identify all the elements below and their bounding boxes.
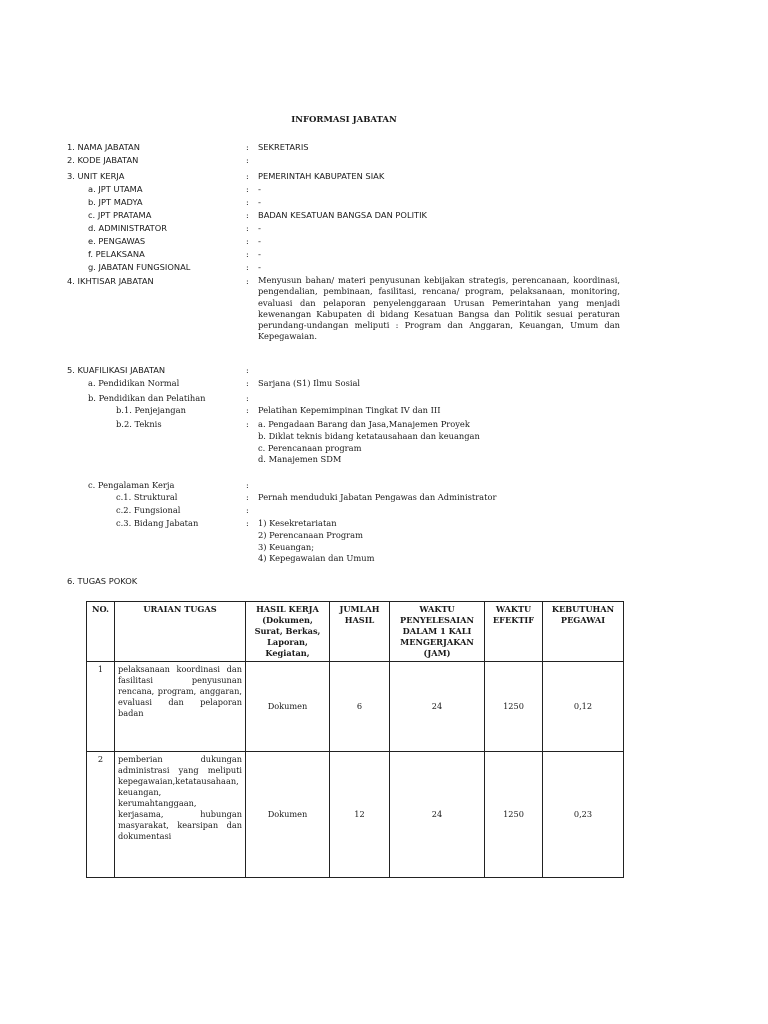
jumlah-hasil: 6: [330, 662, 390, 752]
field-pelaksana: [0, 249, 768, 262]
field-label: g. JABATAN FUNGSIONAL: [88, 262, 191, 272]
hasil-kerja: Dokumen: [246, 752, 330, 878]
table-row: [87, 662, 624, 752]
colon: :: [246, 197, 249, 207]
field-jpt-pratama: [0, 210, 768, 223]
field-penjenjangan: [0, 405, 768, 418]
field-label: b. JPT MADYA: [88, 197, 143, 207]
colon: :: [246, 249, 249, 259]
field-pendidikan-normal: [0, 378, 768, 391]
field-label: 2. KODE JABATAN: [67, 155, 139, 165]
list-item: a. Pengadaan Barang dan Jasa,Manajemen Proyek: [258, 419, 470, 429]
jumlah-hasil: 12: [330, 752, 390, 878]
colon: :: [246, 492, 249, 502]
field-unit-kerja: [0, 171, 768, 184]
colon: :: [246, 210, 249, 220]
field-label: c.1. Struktural: [116, 492, 178, 502]
row-number: 2: [87, 752, 115, 878]
section-label: 5. KUAFILIKASI JABATAN: [67, 365, 166, 375]
colon: :: [246, 518, 249, 528]
list-item: 2) Perencanaan Program: [258, 529, 363, 540]
field-fungsional: [0, 505, 768, 518]
field-jpt-madya: [0, 197, 768, 210]
waktu-efektif: 1250: [485, 662, 543, 752]
column-header: URAIAN TUGAS: [115, 602, 246, 662]
colon: :: [246, 505, 249, 515]
field-struktural: [0, 492, 768, 505]
list-item: 3) Keuangan;: [258, 541, 315, 552]
list-item: d. Manajemen SDM: [258, 454, 342, 465]
colon: :: [246, 171, 249, 181]
field-label: c. Pengalaman Kerja: [88, 480, 175, 490]
field-label: c.2. Fungsional: [116, 505, 181, 515]
tugas-pokok-heading: [0, 576, 768, 589]
tugas-pokok-table: [86, 601, 624, 878]
colon: :: [246, 365, 249, 375]
uraian-tugas: pemberian dukungan administrasi yang meliputi kepegawaian,ketatausahaan, keuangan, kerumahtanggaan, kerjasama, hubungan masyarakat, kearsipan dan dokumentasi: [115, 752, 246, 878]
colon: :: [246, 142, 249, 152]
page-title: INFORMASI JABATAN: [291, 115, 397, 125]
field-value: BADAN KESATUAN BANGSA DAN POLITIK: [258, 210, 427, 220]
bidang-list: [258, 518, 374, 565]
field-kode-jabatan: [0, 155, 768, 168]
column-header: WAKTU EFEKTIF: [485, 602, 543, 662]
field-label: c.3. Bidang Jabatan: [116, 518, 199, 528]
table-header-row: [87, 602, 624, 662]
field-label: 3. UNIT KERJA: [67, 171, 125, 181]
field-administrator: [0, 223, 768, 236]
colon: :: [246, 262, 249, 272]
colon: :: [246, 155, 249, 165]
field-nama-jabatan: [0, 142, 768, 155]
column-header: KEBUTUHAN PEGAWAI: [543, 602, 624, 662]
teknis-list: [258, 419, 480, 466]
field-value: -: [258, 197, 261, 207]
colon: :: [246, 419, 249, 429]
field-label: c. JPT PRATAMA: [88, 210, 152, 220]
list-item: b. Diklat teknis bidang ketatausahaan dan keuangan: [258, 430, 480, 441]
field-label: e. PENGAWAS: [88, 236, 146, 246]
field-label: d. ADMINISTRATOR: [88, 223, 168, 233]
field-label: b.1. Penjejangan: [116, 405, 186, 415]
column-header: NO.: [87, 602, 115, 662]
field-jpt-utama: [0, 184, 768, 197]
field-value: Sarjana (S1) Ilmu Sosial: [258, 378, 361, 388]
kebutuhan-pegawai: 0,12: [543, 662, 624, 752]
field-label: a. Pendidikan Normal: [88, 378, 180, 388]
table-row: [87, 752, 624, 878]
colon: :: [246, 393, 249, 403]
waktu-penyelesaian: 24: [390, 752, 485, 878]
field-bidang: [0, 518, 768, 531]
list-item: 1) Kesekretariatan: [258, 518, 337, 528]
field-label: a. JPT UTAMA: [88, 184, 143, 194]
column-header: HASIL KERJA (Dokumen, Surat, Berkas, Laporan, Kegiatan,: [246, 602, 330, 662]
colon: :: [246, 276, 249, 286]
column-header: JUMLAH HASIL: [330, 602, 390, 662]
section-label: 6. TUGAS POKOK: [67, 576, 138, 586]
field-value: SEKRETARIS: [258, 142, 309, 152]
field-value: -: [258, 184, 261, 194]
kualifikasi-heading: [0, 365, 768, 378]
field-label: b. Pendidikan dan Pelatihan: [88, 393, 206, 403]
colon: :: [246, 378, 249, 388]
field-pengawas: [0, 236, 768, 249]
field-value: -: [258, 262, 261, 272]
waktu-efektif: 1250: [485, 752, 543, 878]
colon: :: [246, 184, 249, 194]
field-label: 1. NAMA JABATAN: [67, 142, 140, 152]
field-value: -: [258, 236, 261, 246]
field-label: f. PELAKSANA: [88, 249, 145, 259]
field-value: Pernah menduduki Jabatan Pengawas dan Administrator: [258, 492, 497, 502]
colon: :: [246, 223, 249, 233]
uraian-tugas: pelaksanaan koordinasi dan fasilitasi penyusunan rencana, program, anggaran, evaluasi dan pelaporan badan: [115, 662, 246, 752]
row-number: 1: [87, 662, 115, 752]
field-label: b.2. Teknis: [116, 419, 162, 429]
field-value: PEMERINTAH KABUPATEN SIAK: [258, 171, 385, 181]
ikhtisar-text: Menyusun bahan/ materi penyusunan kebijakan strategis, perencanaan, koordinasi, pengendalian, pembinaan, fasilitasi, rencana/ program, pelaksanaan, monitoring, evaluasi dan pelaporan penyelenggaraan Urusan Pemerintahan yang menjadi kewenangan Kabupaten di bidang Kesatuan Bangsa dan Politik sesuai peraturan perundang-undangan meliputi : Program dan Anggaran, Keuangan, Umum dan Kepegawaian.: [258, 275, 620, 342]
colon: :: [246, 405, 249, 415]
column-header: WAKTU PENYELESAIAN DALAM 1 KALI MENGERJAKAN (JAM): [390, 602, 485, 662]
list-item: 4) Kepegawaian dan Umum: [258, 553, 375, 564]
list-item: c. Perencanaan program: [258, 442, 362, 453]
colon: :: [246, 480, 249, 490]
kebutuhan-pegawai: 0,23: [543, 752, 624, 878]
field-value: -: [258, 249, 261, 259]
field-label: 4. IKHTISAR JABATAN: [67, 276, 154, 286]
field-value: -: [258, 223, 261, 233]
colon: :: [246, 236, 249, 246]
field-value: Pelatihan Kepemimpinan Tingkat IV dan III: [258, 405, 441, 415]
waktu-penyelesaian: 24: [390, 662, 485, 752]
field-jabatan-fungsional: [0, 262, 768, 275]
hasil-kerja: Dokumen: [246, 662, 330, 752]
